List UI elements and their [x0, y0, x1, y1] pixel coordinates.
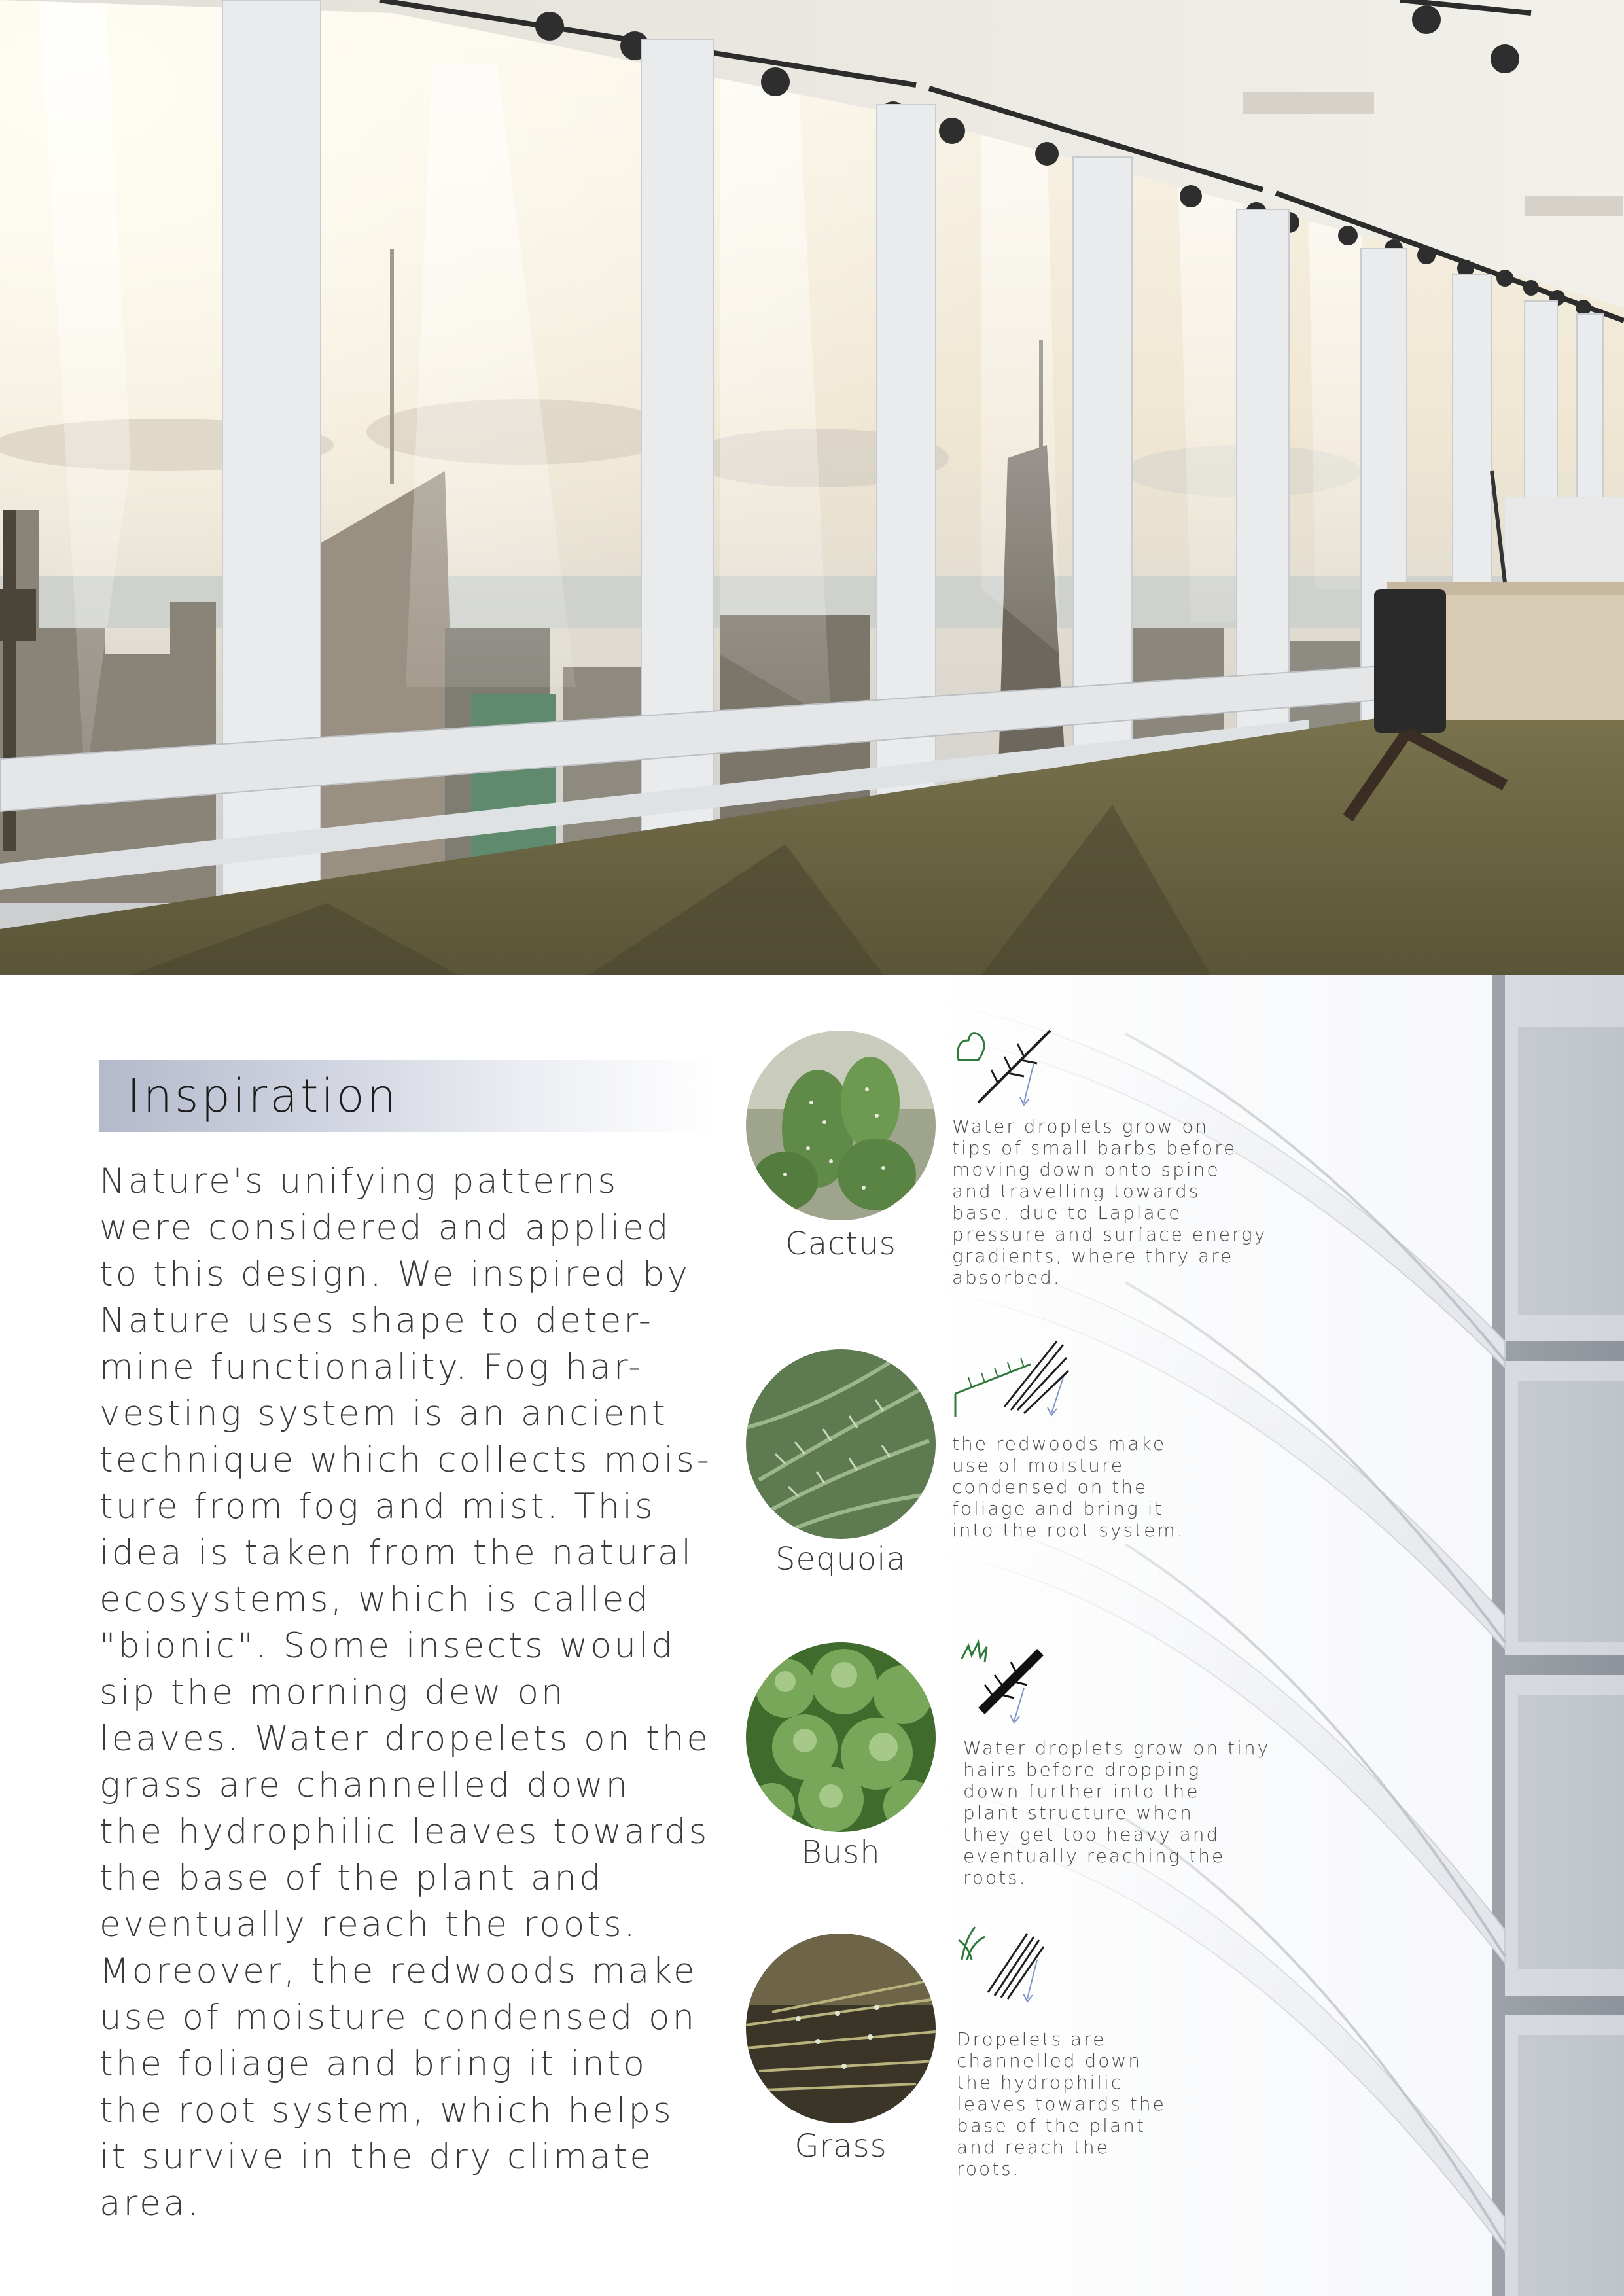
bush-description: Water droplets grow on tiny hairs before dropping down further into the plant structure when they get too heavy and eventually reaching the roots. — [963, 1737, 1271, 1888]
grass-description: Dropelets are channelled down the hydrophilic leaves towards the base of the plant and reach the roots. — [957, 2028, 1166, 2180]
section-body-text: Nature's unifying patterns were considered and applied to this design. We inspired by Nature uses shape to deter- mine functionality. Fog har- vesting system is an ancient technique which collects mois- ture from fog and mist. This idea is taken from the natural ecosystems, which is called "bionic". Some insects would sip the morning dew on leaves. Water dropelets on the grass are channelled down the hydrophilic leaves towards the base of the plant and eventually reach the roots. Moreover, the redwoods make use of moisture condensed on the foliage and bring it into the root system, which helps it survive in the dry climate area. — [99, 1161, 712, 2223]
grass-photo — [746, 1934, 936, 2123]
sequoia-description: the redwoods make use of moisture condensed on the foliage and bring it into the root system. — [952, 1433, 1185, 1541]
section-heading-bar — [99, 1060, 715, 1132]
bush-label: Bush — [801, 1834, 881, 1871]
section-title: Inspiration — [127, 1069, 399, 1123]
cactus-description: Water droplets grow on tips of small barbs before moving down onto spine and travelling towards base, due to Laplace pressure and surface energy gradients, where thry are absorbed. — [952, 1116, 1267, 1288]
grass-label: Grass — [794, 2128, 887, 2164]
sequoia-photo — [746, 1349, 936, 1539]
bush-sketch-icon — [955, 1633, 1047, 1727]
sequoia-label: Sequoia — [775, 1541, 906, 1578]
bush-photo — [746, 1642, 936, 1832]
sequoia-sketch-icon — [952, 1332, 1070, 1422]
grass-sketch-icon — [955, 1920, 1047, 2015]
cactus-label: Cactus — [785, 1226, 896, 1262]
cactus-sketch-icon — [952, 1024, 1057, 1115]
hero-interior-rendering — [0, 0, 1624, 975]
cactus-photo — [746, 1031, 936, 1220]
